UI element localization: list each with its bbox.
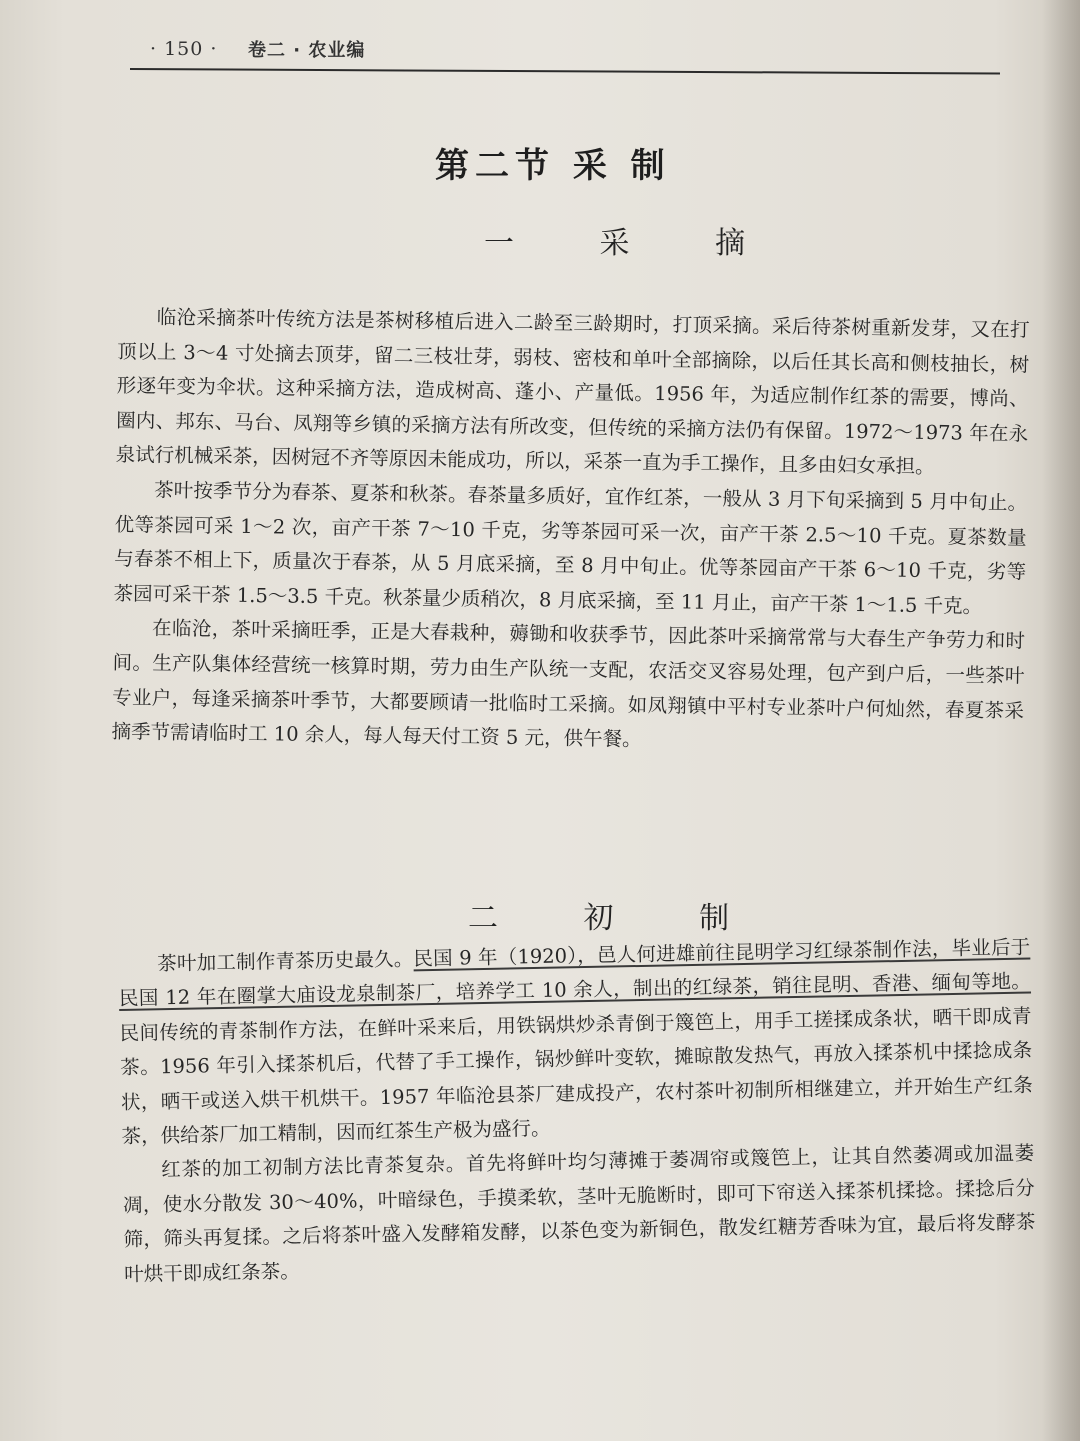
section-title: 第二节 采 制 — [435, 146, 671, 186]
underlined-passage: 民国 9 年（1920），邑人何进雄前往昆明学习红绿茶制作法，毕业后于民国 12 年在圈掌大庙设龙泉制茶厂，培养学工 10 余人，制出的红绿茶，销往昆明、香港、缅甸等地。 — [118, 935, 1032, 1011]
volume-title: 卷二 · 农业编 — [248, 40, 366, 61]
paragraph — [118, 930, 1034, 1154]
subsection-title-picking: 一 采 摘 — [484, 226, 784, 261]
text-segment: 民间传统的青茶制作方法，在鲜叶采来后，用铁锅烘炒杀青倒于篾笆上，用手工搓揉成条状，晒干即成青茶。1956 年引入揉茶机后，代替了手工操作，锅炒鲜叶变软，摊晾散发热气，再放入揉茶机中揉捻成条状，晒干或送入烘干机烘干。1957 年临沧县茶厂建成投产，农村茶叶初制所相继建立，并开始生产红条茶，供给茶厂加工精制，因而红茶生产极为盛行。 — [119, 1004, 1034, 1148]
page-number: · 150 · — [150, 38, 218, 60]
paragraph: 茶叶按季节分为春茶、夏茶和秋茶。春茶量多质好，宜作红茶，一般从 3 月下旬采摘到 5 月中旬止。优等茶园可采 1～2 次，亩产干茶 7～10 千克，劣等茶园可采一次，亩产干茶 2.5～10 千克。夏茶数量与春茶不相上下，质量次于春茶，从 5 月底采摘，至 8 月中旬止。优等茶园亩产干茶 6～10 千克，劣等茶园可采干茶 1.5～3.5 千克。秋茶量少质稍次，8 月底采摘，至 11 月止，亩产干茶 1～1.5 千克。 — [113, 478, 1028, 618]
picking-body — [111, 300, 1030, 763]
processing-body — [118, 930, 1036, 1292]
header-rule — [130, 68, 1000, 75]
subsection-title-processing: 二 初 制 — [468, 901, 768, 936]
running-header — [150, 34, 1000, 66]
paragraph: 临沧采摘茶叶传统方法是茶树移植后进入二龄至三龄期时，打顶采摘。采后待茶树重新发芽，又在打顶以上 3～4 寸处摘去顶芽，留二三枝壮芽，弱枝、密枝和单叶全部摘除，以后任其长高和侧枝抽长，树形逐年变为伞状。这种采摘方法，造成树高、蓬小、产量低。1956 年，为适应制作红茶的需要，博尚、圈内、邦东、马台、凤翔等乡镇的采摘方法有所改变，但传统的采摘方法仍有保留。1972～1973 年在永泉试行机械采茶，因树冠不齐等原因未能成功，所以，采茶一直为手工操作，且多由妇女承担。 — [115, 305, 1030, 479]
text-segment: 茶叶加工制作青茶历史最久。 — [157, 947, 414, 976]
paragraph: 在临沧，茶叶采摘旺季，正是大春栽种，薅锄和收获季节，因此茶叶采摘常常与大春生产争劳力和时间。生产队集体经营统一核算时期，劳力由生产队统一支配，农活交叉容易处理，包产到户后，一些茶叶专业户，每逢采摘茶叶季节，大都要顾请一批临时工采摘。如凤翔镇中平村专业茶叶户何灿然，春夏茶采摘季节需请临时工 10 余人，每人每天付工资 5 元，供午餐。 — [111, 616, 1026, 751]
paragraph: 红茶的加工初制方法比青茶复杂。首先将鲜叶均匀薄摊于萎凋帘或篾笆上，让其自然萎凋或加温萎凋，使水分散发 30～40%，叶暗绿色，手摸柔软，茎叶无脆断时，即可下帘送入揉茶机揉捻。揉捻后分筛，筛头再复揉。之后将茶叶盛入发酵箱发酵，以茶色变为新铜色，散发红糖芳香味为宜，最后将发酵茶叶烘干即成红条茶。 — [122, 1141, 1036, 1286]
